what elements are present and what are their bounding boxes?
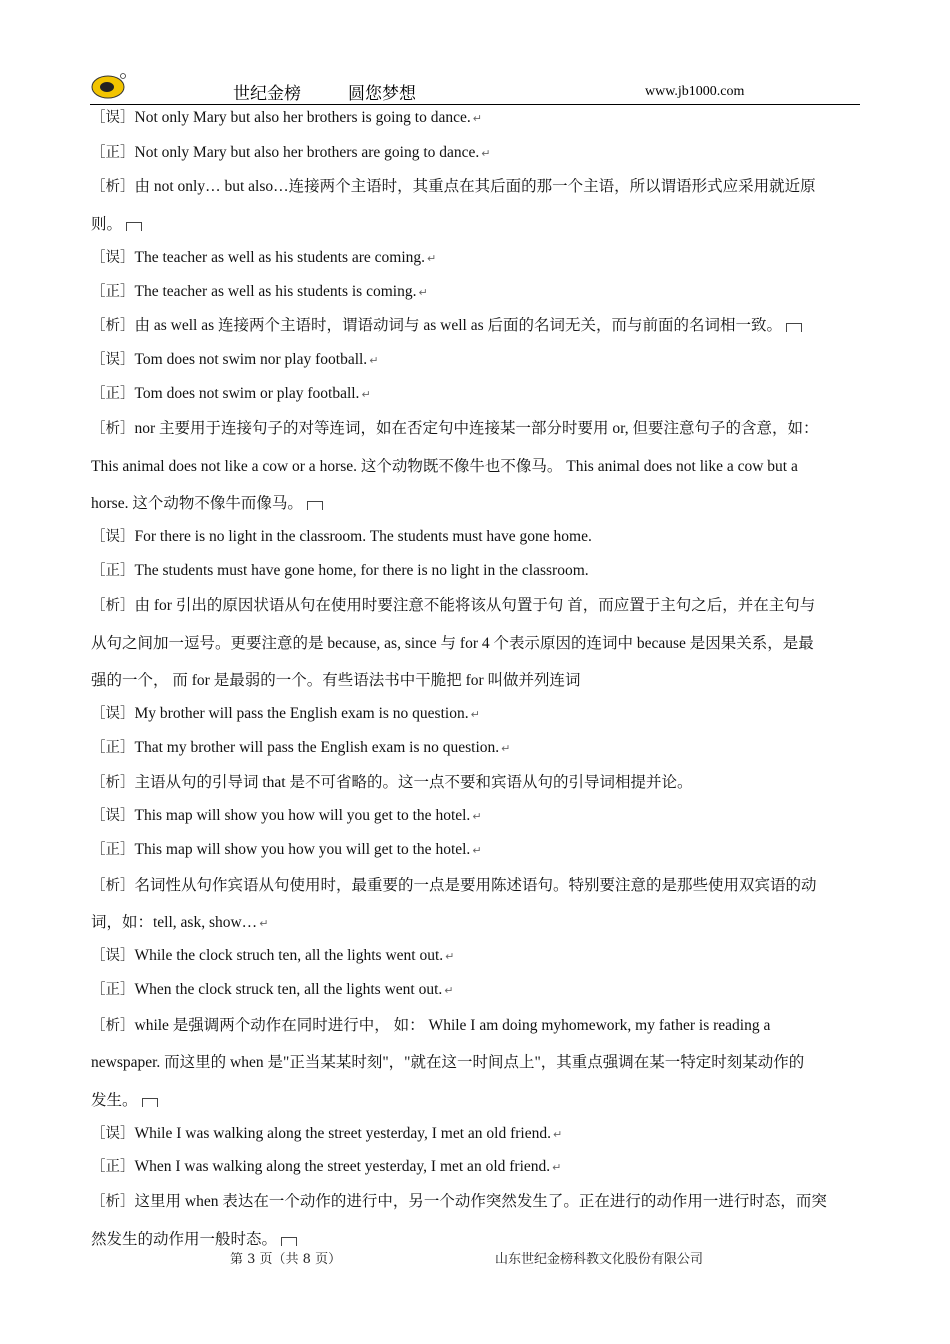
line-text: This animal does not like a cow or a horse. 这个动物既不像牛也不像马。 This animal does not like a cow but a xyxy=(91,458,798,475)
text-line xyxy=(91,736,510,757)
line-text: 主语从句的引导词 that 是不可省略的。这一点不要和宾语从句的引导词相提并论。 xyxy=(134,774,693,791)
line-break-icon: ↵ xyxy=(445,950,455,963)
line-tag: ［析］ xyxy=(91,1018,135,1034)
line-text: Tom does not swim or play football. xyxy=(134,385,360,402)
line-tag: ［正］ xyxy=(91,145,135,161)
line-text: 由 as well as 连接两个主语时，谓语动词与 as well as 后面的名词无关，而与前面的名词相一致。 xyxy=(134,317,783,334)
text-line xyxy=(91,491,323,513)
line-break-icon: ↵ xyxy=(369,354,379,367)
line-tag: ［析］ xyxy=(91,878,135,894)
text-line xyxy=(91,1227,297,1249)
text-line xyxy=(91,1050,804,1072)
text-line xyxy=(91,702,480,723)
line-tag: ［正］ xyxy=(91,842,135,858)
line-tag: ［正］ xyxy=(91,740,135,756)
line-text: 从句之间加一逗号。更要注意的是 because, as, since 与 for 4 个表示原因的连词中 because 是因果关系，是最 xyxy=(91,635,814,652)
text-line xyxy=(91,454,798,476)
text-line xyxy=(91,525,592,546)
text-line xyxy=(91,212,142,234)
line-break-icon: ↵ xyxy=(427,252,437,265)
text-line xyxy=(91,838,482,859)
line-text: 由 for 引出的原因状语从句在使用时要注意不能将该从句置于句 首，而应置于主句之后，并在主句与 xyxy=(134,597,816,614)
line-text: Not only Mary but also her brothers are going to dance. xyxy=(134,144,480,161)
line-text: 则。 xyxy=(91,216,123,233)
line-text: This map will show you how will you get to the hotel. xyxy=(134,807,471,824)
line-break-icon: ↵ xyxy=(444,984,454,997)
line-text: 发生。 xyxy=(91,1092,138,1109)
line-text: The teacher as well as his students is coming. xyxy=(134,283,417,300)
text-line xyxy=(91,348,378,369)
line-text: When the clock struck ten, all the lights went out. xyxy=(134,981,443,998)
line-text: The teacher as well as his students are coming. xyxy=(134,249,426,266)
line-tag: ［析］ xyxy=(91,775,135,791)
line-break-icon: ↵ xyxy=(470,708,480,721)
line-text: Not only Mary but also her brothers is going to dance. xyxy=(134,109,471,126)
paragraph-mark-icon xyxy=(126,222,142,231)
line-text: 名词性从句作宾语从句使用时，最重要的一点是要用陈述语句。特别要注意的是那些使用双宾语的动 xyxy=(134,877,817,894)
line-tag: ［析］ xyxy=(91,1194,135,1210)
paragraph-mark-icon xyxy=(281,1237,297,1246)
site-url: www.jb1000.com xyxy=(645,84,745,99)
text-line xyxy=(91,944,454,965)
line-tag: ［正］ xyxy=(91,982,135,998)
line-tag: ［误］ xyxy=(91,529,135,545)
line-tag: ［正］ xyxy=(91,1159,135,1175)
line-tag: ［误］ xyxy=(91,948,135,964)
line-break-icon: ↵ xyxy=(361,388,371,401)
line-tag: ［正］ xyxy=(91,386,135,402)
line-text: 然发生的动作用一般时态。 xyxy=(91,1231,278,1248)
line-text: My brother will pass the English exam is no question. xyxy=(134,705,469,722)
text-line xyxy=(91,141,491,162)
text-line xyxy=(91,1122,562,1143)
text-line xyxy=(91,631,814,653)
line-tag: ［误］ xyxy=(91,706,135,722)
line-break-icon: ↵ xyxy=(552,1161,562,1174)
line-break-icon: ↵ xyxy=(472,810,482,823)
line-tag: ［正］ xyxy=(91,284,135,300)
line-tag: ［析］ xyxy=(91,318,135,334)
line-tag: ［误］ xyxy=(91,1126,135,1142)
line-tag: ［误］ xyxy=(91,110,135,126)
paragraph-mark-icon xyxy=(307,501,323,510)
text-line xyxy=(91,416,818,438)
text-line xyxy=(91,978,454,999)
line-tag: ［析］ xyxy=(91,421,135,437)
line-text: Tom does not swim nor play football. xyxy=(134,351,368,368)
line-tag: ［误］ xyxy=(91,808,135,824)
line-text: The students must have gone home, for there is no light in the classroom. xyxy=(134,562,589,579)
line-text: While I was walking along the street yesterday, I met an old friend. xyxy=(134,1125,551,1142)
line-break-icon: ↵ xyxy=(481,147,491,160)
line-text: nor 主要用于连接句子的对等连词，如在否定句中连接某一部分时要用 or, 但要注意句子的含意，如： xyxy=(134,420,819,437)
text-line xyxy=(91,246,436,267)
line-text: For there is no light in the classroom. The students must have gone home. xyxy=(134,528,592,545)
paragraph-mark-icon xyxy=(786,323,802,332)
text-line xyxy=(91,770,693,792)
text-line xyxy=(91,106,482,127)
line-text: horse. 这个动物不像牛而像马。 xyxy=(91,495,303,512)
text-line xyxy=(91,559,589,580)
line-break-icon: ↵ xyxy=(553,1128,563,1141)
line-text: 这里用 when 表达在一个动作的进行中，另一个动作突然发生了。正在进行的动作用一进行时态，而突 xyxy=(134,1193,827,1210)
text-line xyxy=(91,313,802,335)
line-tag: ［正］ xyxy=(91,563,135,579)
line-tag: ［析］ xyxy=(91,598,135,614)
brand-slogan: 圆您梦想 xyxy=(348,84,416,104)
page-number: 第 3 页（共 8 页） xyxy=(230,1252,342,1267)
text-line xyxy=(91,1088,158,1110)
line-break-icon: ↵ xyxy=(472,844,482,857)
line-break-icon: ↵ xyxy=(259,917,269,930)
text-line xyxy=(91,873,817,895)
line-text: That my brother will pass the English exam is no question. xyxy=(134,739,500,756)
brand-name: 世纪金榜 xyxy=(233,84,301,104)
text-line xyxy=(91,668,581,690)
line-text: 由 not only… but also…连接两个主语时，其重点在其后面的那一个主语，所以谓语形式应采用就近原 xyxy=(134,178,816,195)
text-line xyxy=(91,1189,827,1211)
line-text: while 是强调两个动作在同时进行中， 如： While I am doing myhomework, my father is reading a xyxy=(134,1017,771,1034)
text-line xyxy=(91,174,816,196)
line-tag: ［误］ xyxy=(91,352,135,368)
text-line xyxy=(91,804,482,825)
company-name: 山东世纪金榜科教文化股份有限公司 xyxy=(495,1252,704,1267)
line-tag: ［析］ xyxy=(91,179,135,195)
page-header xyxy=(90,70,860,105)
line-text: When I was walking along the street yesterday, I met an old friend. xyxy=(134,1158,551,1175)
line-tag: ［误］ xyxy=(91,250,135,266)
line-text: 强的一个， 而 for 是最弱的一个。有些语法书中干脆把 for 叫做并列连词 xyxy=(91,672,581,689)
line-text: newspaper. 而这里的 when 是"正当某某时刻"，"就在这一时间点上"，其重点强调在某一特定时刻某动作的 xyxy=(91,1054,805,1071)
text-line xyxy=(91,910,268,932)
text-line xyxy=(91,382,371,403)
paragraph-mark-icon xyxy=(142,1098,158,1107)
text-line xyxy=(91,593,815,615)
line-text: While the clock struch ten, all the lights went out. xyxy=(134,947,444,964)
line-text: 词，如：tell, ask, show… xyxy=(91,914,258,931)
line-break-icon: ↵ xyxy=(501,742,511,755)
line-break-icon: ↵ xyxy=(418,286,428,299)
text-line xyxy=(91,280,428,301)
text-line xyxy=(91,1155,561,1176)
text-line xyxy=(91,1013,770,1035)
line-break-icon: ↵ xyxy=(472,112,482,125)
line-text: This map will show you how you will get to the hotel. xyxy=(134,841,471,858)
logo-icon xyxy=(90,70,130,100)
